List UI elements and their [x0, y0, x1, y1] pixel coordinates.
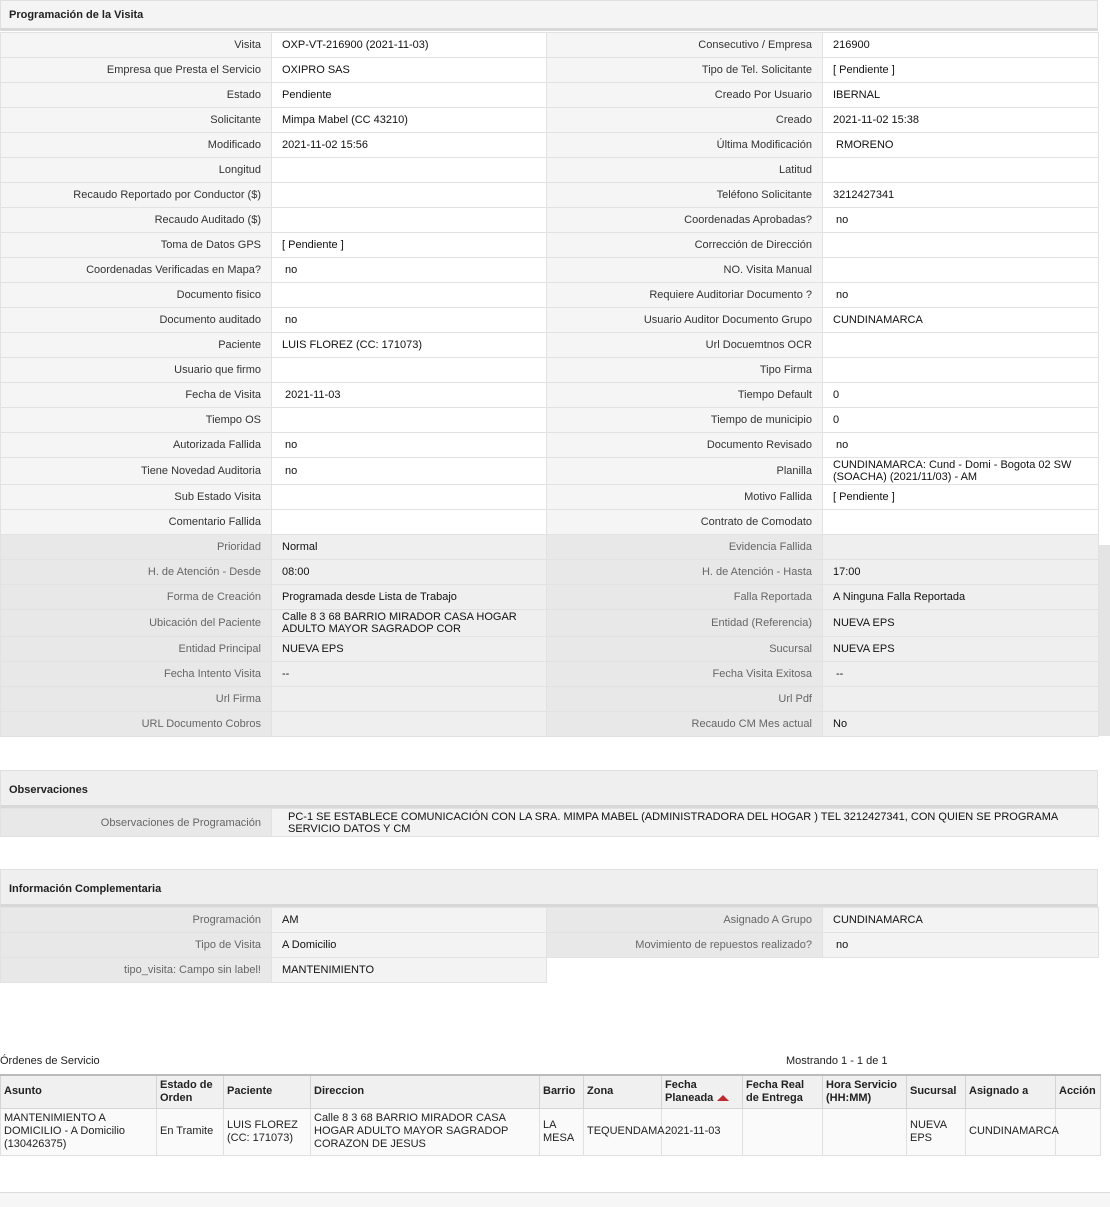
field-value — [272, 485, 547, 510]
field-label: Fecha de Visita — [1, 383, 272, 408]
programacion-table — [0, 32, 1099, 737]
column-header-label: Asignado a — [969, 1085, 1029, 1098]
table-cell: MANTENIMIENTO A DOMICILIO - A Domicilio (130426375) — [1, 1108, 157, 1155]
field-label: Tiempo Default — [547, 383, 823, 408]
table-cell — [743, 1108, 823, 1155]
complementaria-table — [0, 907, 1099, 983]
table-cell: TEQUENDAMA — [584, 1108, 662, 1155]
field-value: no — [272, 258, 547, 283]
field-row — [1, 535, 1099, 560]
field-label: Corrección de Dirección — [547, 233, 823, 258]
field-row — [1, 108, 1099, 133]
field-row — [1, 585, 1099, 610]
column-header[interactable] — [662, 1075, 743, 1108]
column-header-label: Fecha Planeada — [665, 1078, 714, 1104]
footer-bar — [0, 1192, 1110, 1207]
column-header-label: Direccion — [314, 1085, 365, 1098]
field-row — [1, 33, 1099, 58]
field-label: Tiene Novedad Auditoria — [1, 458, 272, 485]
field-value: CUNDINAMARCA: Cund - Domi - Bogota 02 SW (SOACHA) (2021/11/03) - AM — [823, 458, 1099, 485]
field-value: no — [823, 283, 1099, 308]
complementaria-header — [0, 869, 1098, 907]
field-row — [1, 358, 1099, 383]
field-label: Teléfono Solicitante — [547, 183, 823, 208]
field-value: LUIS FLOREZ (CC: 171073) — [272, 333, 547, 358]
column-header-label: Hora Servicio (HH:MM) — [826, 1078, 897, 1104]
field-value: IBERNAL — [823, 83, 1099, 108]
field-label: Falla Reportada — [547, 585, 823, 610]
ordenes-table — [0, 1074, 1101, 1156]
field-row — [1, 637, 1099, 662]
field-label: Autorizada Fallida — [1, 433, 272, 458]
field-label: Usuario Auditor Documento Grupo — [547, 308, 823, 333]
field-value — [823, 687, 1099, 712]
field-value — [823, 333, 1099, 358]
field-row — [1, 233, 1099, 258]
table-cell: NUEVA EPS — [907, 1108, 966, 1155]
field-row — [1, 258, 1099, 283]
column-header-label: Zona — [587, 1085, 614, 1098]
field-value: CUNDINAMARCA — [823, 908, 1099, 933]
field-label: Usuario que firmo — [1, 358, 272, 383]
column-header-label: Fecha Real de Entrega — [746, 1078, 805, 1104]
column-header[interactable] — [157, 1075, 224, 1108]
field-label: Comentario Fallida — [1, 510, 272, 535]
field-row — [1, 510, 1099, 535]
column-header[interactable] — [1056, 1075, 1101, 1108]
field-label: Creado Por Usuario — [547, 83, 823, 108]
field-row — [1, 283, 1099, 308]
field-label: Programación — [1, 908, 272, 933]
field-value — [272, 358, 547, 383]
field-label: Paciente — [1, 333, 272, 358]
field-row — [1, 83, 1099, 108]
programacion-header — [0, 0, 1098, 31]
field-value — [823, 535, 1099, 560]
field-value: no — [823, 208, 1099, 233]
field-label: Documento fisico — [1, 283, 272, 308]
field-label: Consecutivo / Empresa — [547, 33, 823, 58]
field-value: no — [272, 308, 547, 333]
field-label: tipo_visita: Campo sin label! — [1, 958, 272, 983]
field-value — [823, 258, 1099, 283]
field-label: Coordenadas Verificadas en Mapa? — [1, 258, 272, 283]
table-row[interactable] — [1, 1108, 1101, 1155]
field-value — [272, 283, 547, 308]
field-row — [1, 433, 1099, 458]
field-label: Empresa que Presta el Servicio — [1, 58, 272, 83]
field-value: NUEVA EPS — [823, 637, 1099, 662]
field-value — [272, 510, 547, 535]
field-value: MANTENIMIENTO — [272, 958, 547, 983]
ordenes-count: Mostrando 1 - 1 de 1 — [786, 1055, 888, 1067]
field-label: Documento Revisado — [547, 433, 823, 458]
field-value: 2021-11-02 15:56 — [272, 133, 547, 158]
field-label: Creado — [547, 108, 823, 133]
observaciones-table — [0, 808, 1099, 837]
field-row — [1, 712, 1099, 737]
field-label: URL Documento Cobros — [1, 712, 272, 737]
field-value: AM — [272, 908, 547, 933]
field-label: Sucursal — [547, 637, 823, 662]
column-header[interactable] — [540, 1075, 584, 1108]
field-label: Forma de Creación — [1, 585, 272, 610]
column-header[interactable] — [907, 1075, 966, 1108]
table-cell: En Tramite — [157, 1108, 224, 1155]
field-value: no — [823, 933, 1099, 958]
field-value: no — [823, 433, 1099, 458]
field-value: OXIPRO SAS — [272, 58, 547, 83]
field-label: Latitud — [547, 158, 823, 183]
field-value: 2021-11-03 — [272, 383, 547, 408]
field-value — [272, 183, 547, 208]
field-label: Tiempo de municipio — [547, 408, 823, 433]
field-row — [1, 458, 1099, 485]
table-cell — [823, 1108, 907, 1155]
column-header[interactable] — [743, 1075, 823, 1108]
field-value: 216900 — [823, 33, 1099, 58]
field-value: NUEVA EPS — [823, 610, 1099, 637]
field-label: Documento auditado — [1, 308, 272, 333]
observaciones-title: Observaciones — [9, 784, 88, 796]
column-header-label: Barrio — [543, 1085, 576, 1098]
column-header[interactable] — [1, 1075, 157, 1108]
field-label: Requiere Auditoriar Documento ? — [547, 283, 823, 308]
field-value: 08:00 — [272, 560, 547, 585]
field-label: Url Pdf — [547, 687, 823, 712]
field-value: [ Pendiente ] — [823, 485, 1099, 510]
sort-ascending-icon[interactable] — [717, 1095, 729, 1101]
field-row — [1, 183, 1099, 208]
empty-cell — [547, 958, 1099, 983]
field-value — [823, 510, 1099, 535]
field-row — [1, 687, 1099, 712]
field-row — [1, 158, 1099, 183]
field-value — [272, 687, 547, 712]
field-label: Entidad Principal — [1, 637, 272, 662]
column-header[interactable] — [823, 1075, 907, 1108]
field-value — [823, 158, 1099, 183]
field-value: 0 — [823, 408, 1099, 433]
column-header-label: Estado de Orden — [160, 1078, 213, 1104]
column-header[interactable] — [224, 1075, 311, 1108]
field-value: no — [272, 433, 547, 458]
column-header-label: Sucursal — [910, 1085, 957, 1098]
field-value — [272, 712, 547, 737]
field-label: Contrato de Comodato — [547, 510, 823, 535]
field-label: Tipo Firma — [547, 358, 823, 383]
field-label: Recaudo Reportado por Conductor ($) — [1, 183, 272, 208]
column-header-label: Acción — [1059, 1085, 1096, 1098]
observaciones-value: PC-1 SE ESTABLECE COMUNICACIÓN CON LA SRA. MIMPA MABEL (ADMINISTRADORA DEL HOGAR ) TEL 3212427341, CON QUIEN SE PROGRAMA SERVICIO DATOS Y CM — [272, 809, 1099, 837]
field-value: Programada desde Lista de Trabajo — [272, 585, 547, 610]
field-value — [823, 233, 1099, 258]
programacion-title: Programación de la Visita — [9, 9, 144, 21]
field-label: Evidencia Fallida — [547, 535, 823, 560]
field-value: [ Pendiente ] — [272, 233, 547, 258]
field-value: A Domicilio — [272, 933, 547, 958]
field-row — [1, 208, 1099, 233]
table-cell: 2021-11-03 — [662, 1108, 743, 1155]
field-label: Modificado — [1, 133, 272, 158]
field-label: Movimiento de repuestos realizado? — [547, 933, 823, 958]
column-header-label: Asunto — [4, 1085, 42, 1098]
field-label: Planilla — [547, 458, 823, 485]
table-cell: Calle 8 3 68 BARRIO MIRADOR CASA HOGAR ADULTO MAYOR SAGRADOP CORAZON DE JESUS — [311, 1108, 540, 1155]
column-header-label: Paciente — [227, 1085, 273, 1098]
column-header[interactable] — [311, 1075, 540, 1108]
field-value: Mimpa Mabel (CC 43210) — [272, 108, 547, 133]
field-row — [1, 408, 1099, 433]
field-value: Normal — [272, 535, 547, 560]
field-value: -- — [823, 662, 1099, 687]
field-value — [272, 158, 547, 183]
field-label: Tiempo OS — [1, 408, 272, 433]
field-label: H. de Atención - Desde — [1, 560, 272, 585]
field-row — [1, 560, 1099, 585]
field-row — [1, 958, 1099, 983]
field-row — [1, 908, 1099, 933]
field-label: Entidad (Referencia) — [547, 610, 823, 637]
field-row — [1, 133, 1099, 158]
field-value: Pendiente — [272, 83, 547, 108]
field-value: OXP-VT-216900 (2021-11-03) — [272, 33, 547, 58]
field-label: Longitud — [1, 158, 272, 183]
field-label: Tipo de Visita — [1, 933, 272, 958]
field-label: Solicitante — [1, 108, 272, 133]
field-row — [1, 610, 1099, 637]
field-label: Fecha Intento Visita — [1, 662, 272, 687]
column-header[interactable] — [584, 1075, 662, 1108]
table-cell: CUNDINAMARCA — [966, 1108, 1056, 1155]
field-row — [1, 933, 1099, 958]
field-value: 3212427341 — [823, 183, 1099, 208]
field-label: Última Modificación — [547, 133, 823, 158]
observaciones-header — [0, 770, 1098, 808]
field-label: Sub Estado Visita — [1, 485, 272, 510]
field-label: Recaudo CM Mes actual — [547, 712, 823, 737]
field-label: Url Docuemtnos OCR — [547, 333, 823, 358]
field-value: CUNDINAMARCA — [823, 308, 1099, 333]
ordenes-title: Órdenes de Servicio — [0, 1055, 100, 1067]
table-cell: LA MESA — [540, 1108, 584, 1155]
field-label: Tipo de Tel. Solicitante — [547, 58, 823, 83]
table-cell — [1056, 1108, 1101, 1155]
field-label: Recaudo Auditado ($) — [1, 208, 272, 233]
field-value: [ Pendiente ] — [823, 58, 1099, 83]
field-value: 17:00 — [823, 560, 1099, 585]
field-label: H. de Atención - Hasta — [547, 560, 823, 585]
complementaria-title: Información Complementaria — [9, 883, 162, 895]
observaciones-label: Observaciones de Programación — [1, 809, 272, 837]
field-value: RMORENO — [823, 133, 1099, 158]
field-value: No — [823, 712, 1099, 737]
field-value: NUEVA EPS — [272, 637, 547, 662]
field-label: Estado — [1, 83, 272, 108]
field-value — [823, 358, 1099, 383]
field-label: Motivo Fallida — [547, 485, 823, 510]
field-row — [1, 662, 1099, 687]
field-label: Fecha Visita Exitosa — [547, 662, 823, 687]
table-cell: LUIS FLOREZ (CC: 171073) — [224, 1108, 311, 1155]
field-value — [272, 408, 547, 433]
field-row — [1, 58, 1099, 83]
field-value: no — [272, 458, 547, 485]
field-row — [1, 308, 1099, 333]
field-label: NO. Visita Manual — [547, 258, 823, 283]
field-label: Prioridad — [1, 535, 272, 560]
field-row — [1, 383, 1099, 408]
field-value: 2021-11-02 15:38 — [823, 108, 1099, 133]
field-label: Asignado A Grupo — [547, 908, 823, 933]
field-value: Calle 8 3 68 BARRIO MIRADOR CASA HOGAR ADULTO MAYOR SAGRADOP COR — [272, 610, 547, 637]
field-label: Visita — [1, 33, 272, 58]
field-value: 0 — [823, 383, 1099, 408]
field-label: Ubicación del Paciente — [1, 610, 272, 637]
field-row — [1, 485, 1099, 510]
field-label: Coordenadas Aprobadas? — [547, 208, 823, 233]
field-value: -- — [272, 662, 547, 687]
field-value: A Ninguna Falla Reportada — [823, 585, 1099, 610]
field-value — [272, 208, 547, 233]
column-header[interactable] — [966, 1075, 1056, 1108]
field-label: Toma de Datos GPS — [1, 233, 272, 258]
field-row — [1, 333, 1099, 358]
field-label: Url Firma — [1, 687, 272, 712]
